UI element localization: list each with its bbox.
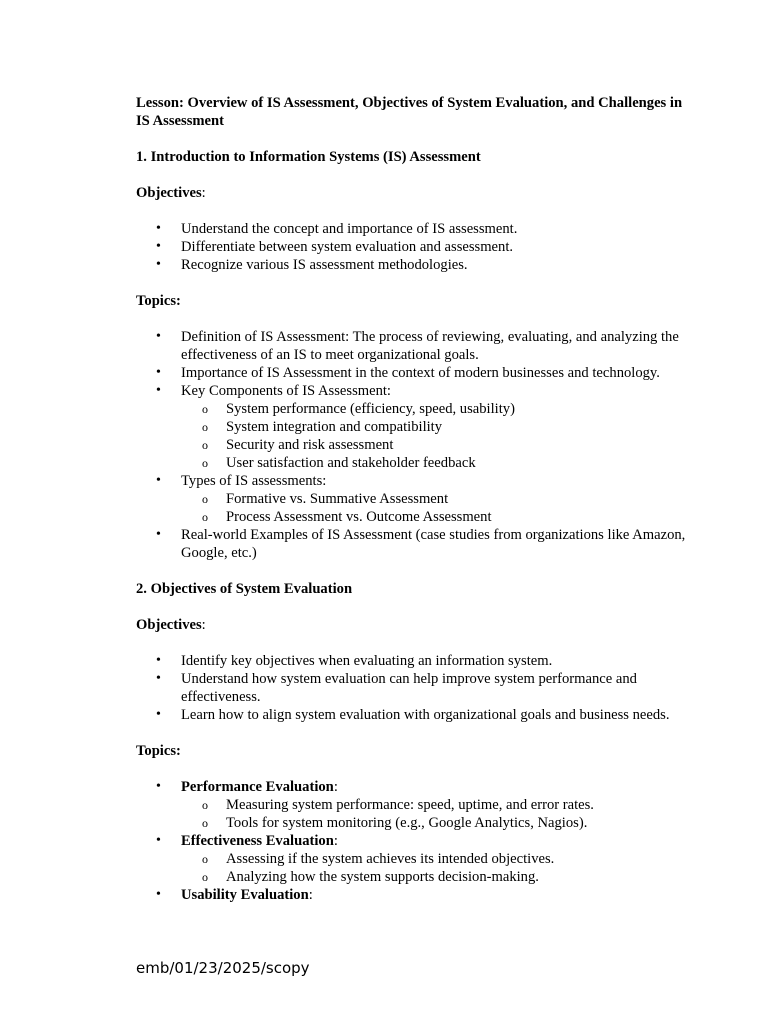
list-item: • Recognize various IS assessment methodologies.: [156, 257, 468, 273]
sublist-item: o Measuring system performance: speed, uptime, and error rates.: [202, 797, 594, 813]
list-item: • Identify key objectives when evaluating an information system.: [156, 653, 553, 669]
circle-bullet-icon: o: [202, 798, 208, 812]
performance-sublist: [181, 796, 696, 832]
circle-bullet-icon: o: [202, 870, 208, 884]
usability-evaluation-label: Usability Evaluation: [181, 887, 309, 903]
circle-bullet-icon: o: [202, 510, 208, 524]
circle-bullet-icon: o: [202, 456, 208, 470]
section-2-objectives-list: [136, 652, 696, 724]
circle-bullet-icon: o: [202, 852, 208, 866]
sublist-item: o Security and risk assessment: [202, 437, 394, 453]
section-1-heading: 1. Introduction to Information Systems (IS) Assessment: [136, 149, 481, 165]
circle-bullet-icon: o: [202, 420, 208, 434]
effectiveness-evaluation-label: Effectiveness Evaluation: [181, 833, 334, 849]
list-item: • Effectiveness Evaluation: o Assessing if the system achieves its intended objectives. o Analyzing how the system supports decision-making.: [136, 832, 696, 886]
bullet-icon: •: [156, 833, 161, 848]
section-2-heading: 2. Objectives of System Evaluation: [136, 581, 353, 597]
list-item: • Key Components of IS Assessment: o System performance (efficiency, speed, usability) o System integration and compatibility o Security and risk assessment o User satisfaction and stakeholder feedback: [136, 382, 696, 472]
circle-bullet-icon: o: [202, 492, 208, 506]
section-1-topics-list: [136, 328, 696, 562]
sublist-item: o User satisfaction and stakeholder feedback: [202, 455, 476, 471]
sublist-item: o Formative vs. Summative Assessment: [202, 491, 449, 507]
list-item: • Importance of IS Assessment in the context of modern businesses and technology.: [156, 365, 660, 381]
list-item: • Usability Evaluation:: [156, 887, 313, 903]
section-1-topics-label: Topics:: [136, 293, 181, 309]
sublist-item: o Assessing if the system achieves its intended objectives.: [202, 851, 555, 867]
effectiveness-sublist: [181, 850, 696, 886]
bullet-icon: •: [156, 653, 161, 668]
bullet-icon: •: [156, 707, 161, 722]
section-2-objectives-label: Objectives: [136, 617, 202, 633]
section-1-objectives-label-line: Objectives:: [136, 185, 206, 201]
list-item: • Learn how to align system evaluation with organizational goals and business needs.: [156, 707, 670, 723]
list-item: • Performance Evaluation: o Measuring system performance: speed, uptime, and error rates. o Tools for system monitoring (e.g., Google Analytics, Nagios).: [136, 778, 696, 832]
section-1-objectives-label: Objectives: [136, 185, 202, 201]
sublist-item: o Analyzing how the system supports decision-making.: [202, 869, 539, 885]
list-item: • Definition of IS Assessment: The process of reviewing, evaluating, and analyzing the effectiveness of an IS to meet organizational goals.: [156, 329, 679, 363]
performance-evaluation-label: Performance Evaluation: [181, 779, 334, 795]
circle-bullet-icon: o: [202, 402, 208, 416]
sublist-item: o Tools for system monitoring (e.g., Google Analytics, Nagios).: [202, 815, 588, 831]
bullet-icon: •: [156, 887, 161, 902]
bullet-icon: •: [156, 779, 161, 794]
sublist-item: o System integration and compatibility: [202, 419, 443, 435]
sublist-item: o System performance (efficiency, speed, usability): [202, 401, 515, 417]
lesson-title: Lesson: Overview of IS Assessment, Objectives of System Evaluation, and Challenges in IS Assessment: [136, 95, 683, 129]
bullet-icon: •: [156, 221, 161, 236]
sublist-item: o Process Assessment vs. Outcome Assessment: [202, 509, 492, 525]
list-item: • Differentiate between system evaluation and assessment.: [156, 239, 514, 255]
bullet-icon: •: [156, 473, 161, 488]
document-body: [136, 94, 696, 904]
list-item: • Types of IS assessments: o Formative vs. Summative Assessment o Process Assessment vs. Outcome Assessment: [136, 472, 696, 526]
section-1-objectives-list: [136, 220, 696, 274]
components-sublist: [181, 400, 696, 472]
bullet-icon: •: [156, 383, 161, 398]
section-2-topics-list: [136, 778, 696, 904]
circle-bullet-icon: o: [202, 438, 208, 452]
bullet-icon: •: [156, 671, 161, 686]
bullet-icon: •: [156, 365, 161, 380]
section-2-objectives-label-line: Objectives:: [136, 617, 206, 633]
bullet-icon: •: [156, 239, 161, 254]
list-item: • Real-world Examples of IS Assessment (case studies from organizations like Amazon, Google, etc.): [156, 527, 686, 561]
section-2-topics-label: Topics:: [136, 743, 181, 759]
list-item: • Understand the concept and importance of IS assessment.: [156, 221, 518, 237]
bullet-icon: •: [156, 257, 161, 272]
types-sublist: [181, 490, 696, 526]
circle-bullet-icon: o: [202, 816, 208, 830]
list-item: • Understand how system evaluation can help improve system performance and effectiveness.: [156, 671, 637, 705]
bullet-icon: •: [156, 527, 161, 542]
bullet-icon: •: [156, 329, 161, 344]
page-footer: emb/01/23/2025/scopy: [136, 959, 310, 977]
